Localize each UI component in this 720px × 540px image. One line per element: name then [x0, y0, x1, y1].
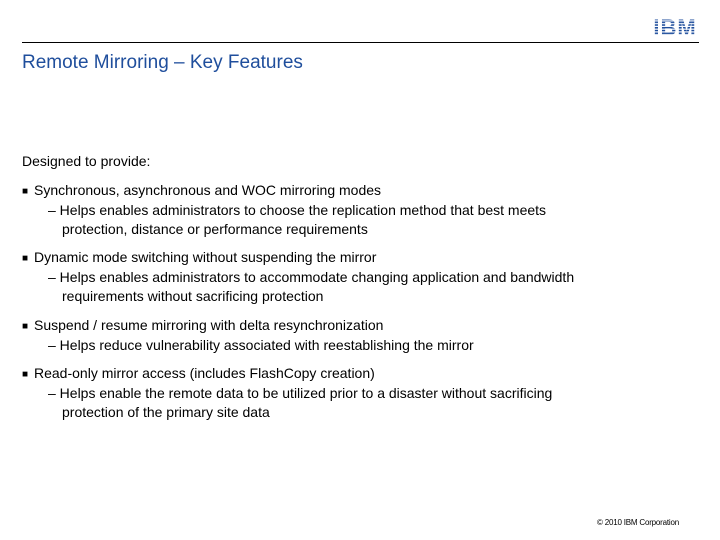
square-bullet-icon: ■: [22, 186, 29, 197]
square-bullet-icon: ■: [22, 369, 29, 380]
bullet-item: [22, 316, 702, 355]
sub-bullet-text: – Helps enables administrators to accommodate changing application and bandwidth: [48, 269, 575, 285]
bullet-item: [22, 181, 702, 239]
sub-bullet-continuation: requirements without sacrificing protection: [62, 288, 324, 304]
ibm-logo-text: IBM: [653, 16, 697, 38]
sub-bullet-text: – Helps enables administrators to choose the replication method that best meets: [48, 202, 547, 218]
bullet-text: Synchronous, asynchronous and WOC mirroring modes: [34, 182, 382, 198]
square-bullet-icon: ■: [22, 253, 29, 264]
bullet-text: Suspend / resume mirroring with delta resynchronization: [34, 317, 384, 333]
bullet-text: Read-only mirror access (includes FlashCopy creation): [34, 365, 375, 381]
page-title: Remote Mirroring – Key Features: [22, 52, 303, 73]
ibm-logo-icon: [652, 16, 698, 38]
bullet-item: [22, 364, 702, 422]
sub-bullet-text: – Helps reduce vulnerability associated with reestablishing the mirror: [48, 337, 474, 353]
square-bullet-icon: ■: [22, 321, 29, 332]
sub-bullet-text: – Helps enable the remote data to be utilized prior to a disaster without sacrificing: [48, 385, 553, 401]
intro-text: Designed to provide:: [22, 153, 151, 169]
sub-bullet-continuation: protection, distance or performance requirements: [62, 221, 368, 237]
bullet-item: [22, 248, 702, 306]
sub-bullet-continuation: protection of the primary site data: [62, 404, 270, 420]
bullet-text: Dynamic mode switching without suspending the mirror: [34, 249, 377, 265]
ibm-logo: [652, 16, 698, 38]
header-rule: [22, 42, 699, 43]
copyright-footer: © 2010 IBM Corporation: [597, 518, 679, 527]
